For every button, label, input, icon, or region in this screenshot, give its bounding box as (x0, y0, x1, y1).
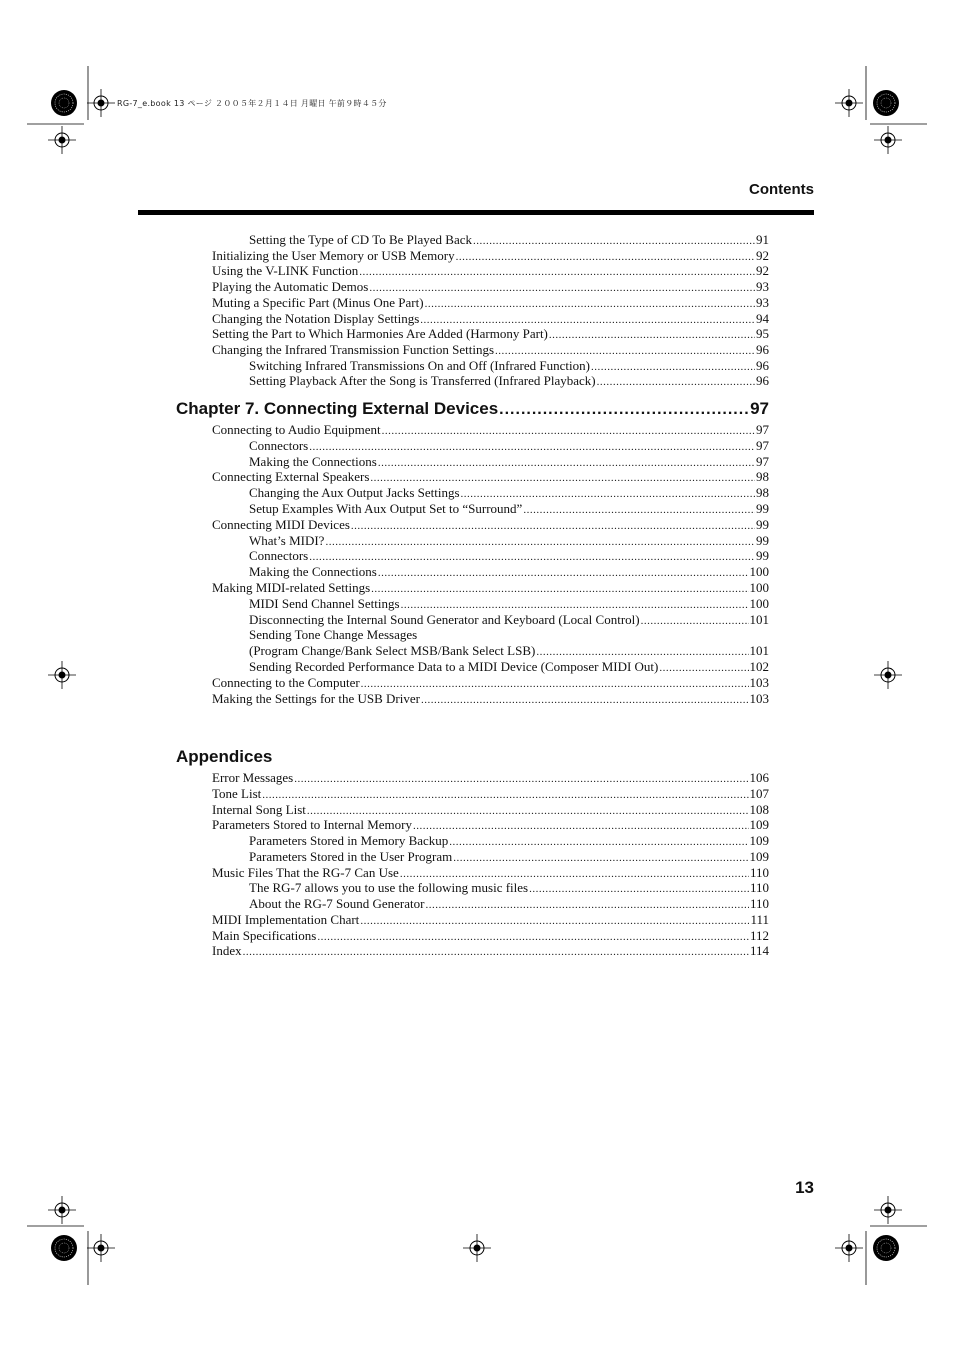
toc-entry[interactable] (212, 295, 769, 312)
toc-entry-page: 92 (756, 263, 769, 279)
toc-entry-page: 91 (756, 232, 769, 247)
toc-entry[interactable] (212, 580, 769, 597)
leader-dots (382, 423, 755, 439)
toc-entry[interactable] (249, 501, 769, 518)
toc-entry[interactable] (212, 865, 769, 882)
toc-entry-title: Setting the Type of CD To Be Played Back (249, 232, 473, 247)
leader-dots (351, 518, 755, 534)
leader-dots (473, 233, 755, 249)
crosshair-icon (48, 1196, 76, 1224)
leader-dots (371, 581, 748, 597)
toc-entry[interactable] (212, 928, 769, 945)
crosshair-icon (87, 89, 115, 117)
leader-dots (309, 439, 755, 455)
crosshair-icon (874, 661, 902, 689)
crosshair-icon (874, 1196, 902, 1224)
crosshair-icon (874, 126, 902, 154)
leader-dots (378, 565, 749, 581)
toc-entry-title: Making the Connections (249, 453, 377, 469)
leader-dots (401, 597, 749, 613)
toc-entry-title: Music Files That the RG-7 Can Use (212, 864, 399, 880)
toc-entry-title: Index (212, 943, 242, 959)
toc-entry-page: 100 (749, 564, 769, 580)
chapter-page: 97 (750, 399, 769, 418)
toc-entry[interactable] (212, 422, 769, 439)
leader-dots (369, 280, 755, 296)
toc-entry-title: About the RG-7 Sound Generator (249, 896, 425, 911)
toc-entry-page: 100 (749, 595, 769, 611)
crosshair-icon (835, 89, 863, 117)
toc-entry-title: Playing the Automatic Demos (212, 279, 369, 295)
toc-entry-title: Initializing the User Memory or USB Memory (212, 247, 455, 263)
toc-entry[interactable] (249, 485, 769, 502)
leader-dots (309, 549, 755, 565)
toc-entry-page: 111 (750, 911, 769, 927)
toc-entry-title: Changing the Infrared Transmission Function Settings (212, 341, 495, 357)
toc-entry[interactable] (249, 659, 769, 676)
toc-entry-title: Making MIDI-related Settings (212, 580, 371, 595)
crosshair-icon (48, 126, 76, 154)
toc-entry[interactable] (249, 373, 769, 390)
toc-entry[interactable] (249, 596, 769, 613)
toc-entry[interactable] (212, 817, 769, 834)
wheel-mark-icon (51, 90, 77, 116)
leader-dots (325, 534, 755, 550)
crosshair-icon (835, 1234, 863, 1262)
leader-dots (421, 692, 749, 708)
toc-entry-title: Connecting MIDI Devices (212, 516, 350, 532)
toc-entry-page: 101 (749, 611, 769, 627)
toc-entry-title: Main Specifications (212, 927, 317, 943)
leader-dots (262, 787, 748, 803)
leader-dots (413, 818, 749, 834)
toc-entry-title: Connecting External Speakers (212, 469, 370, 485)
toc-entry-title: Parameters Stored in the User Program (249, 848, 453, 864)
page-number: 13 (795, 1178, 814, 1197)
toc-entry-title: Switching Infrared Transmissions On and Off (Infrared Function) (249, 357, 590, 373)
toc-entry-title: Tone List (212, 785, 262, 801)
toc-entry-page: 112 (749, 927, 769, 943)
toc-entry-page: 110 (749, 880, 769, 896)
toc-entry[interactable] (212, 943, 769, 960)
toc-entry-page: 99 (756, 532, 769, 548)
leader-dots (420, 312, 755, 328)
toc-entry-page: 103 (749, 690, 769, 706)
toc-entry-page: 103 (749, 674, 769, 690)
wheel-mark-icon (873, 90, 899, 116)
toc-entry-page: 96 (756, 341, 769, 357)
toc-entry-page: 98 (756, 485, 769, 501)
toc-entry-title: Connectors (249, 548, 309, 564)
leader-dots (449, 834, 748, 850)
toc-entry-page: 106 (749, 770, 769, 785)
toc-entry-page: 93 (756, 294, 769, 310)
toc-entry-title: What’s MIDI? (249, 532, 325, 548)
toc-entry[interactable] (212, 786, 769, 803)
file-header: RG-7_e.book 13 ページ ２００５年２月１４日 月曜日 午前９時４５分 (117, 99, 387, 108)
crosshair-icon (48, 661, 76, 689)
toc-entry-title: MIDI Send Channel Settings (249, 595, 400, 611)
toc-entry-title: Changing the Aux Output Jacks Settings (249, 485, 460, 501)
toc-entry-page: 109 (749, 817, 769, 833)
toc-entry[interactable] (249, 564, 769, 581)
toc-entry-title: Parameters Stored in Memory Backup (249, 833, 449, 848)
toc-entry-title: Setup Examples With Aux Output Set to “Surround” (249, 501, 523, 516)
appendices-heading: Appendices (176, 747, 273, 766)
running-head: Contents (749, 181, 814, 198)
toc-entry-page: 93 (756, 279, 769, 295)
leader-dots (597, 374, 755, 390)
toc-entry-page: 108 (749, 801, 769, 817)
toc-entry[interactable] (249, 232, 769, 249)
toc-entry-title: Connecting to the Computer (212, 674, 360, 690)
header-rule (138, 210, 814, 215)
chapter-title: Chapter 7. Connecting External Devices (176, 399, 499, 418)
crosshair-icon (87, 1234, 115, 1262)
leader-dots (461, 486, 755, 502)
toc-entry-page: 110 (749, 864, 769, 880)
toc-entry-page: 94 (756, 310, 769, 326)
toc-entry-title: Connecting to Audio Equipment (212, 422, 381, 437)
toc-entry[interactable] (212, 342, 769, 359)
toc-entry-title: Using the V-LINK Function (212, 263, 359, 279)
toc-entry[interactable] (249, 358, 769, 375)
toc-entry-page: 114 (749, 943, 769, 959)
toc-entry-title: (Program Change/Bank Select MSB/Bank Select LSB) (249, 643, 536, 659)
leader-dots (529, 881, 749, 897)
toc-entry-title: Setting Playback After the Song is Transferred (Infrared Playback) (249, 373, 596, 389)
toc-entry[interactable] (212, 675, 769, 692)
wheel-mark-icon (51, 1235, 77, 1261)
toc-entry-title: Disconnecting the Internal Sound Generator and Keyboard (Local Control) (249, 611, 640, 627)
toc-entry-page: 101 (749, 643, 769, 659)
toc-entry-title: Connectors (249, 437, 309, 453)
toc-entry[interactable] (212, 248, 769, 265)
leader-dots (400, 866, 749, 882)
toc-entry-page: 99 (756, 516, 769, 532)
leader-dots (243, 944, 749, 960)
leader-dots (294, 771, 748, 787)
leader-dots (591, 359, 755, 375)
toc-entry-page: 100 (749, 580, 769, 595)
toc-entry[interactable] (212, 770, 769, 787)
leader-dots (456, 249, 755, 265)
toc-entry-page: 98 (756, 469, 769, 485)
toc-entry[interactable] (212, 691, 769, 708)
toc-entry[interactable] (249, 880, 769, 897)
toc-entry[interactable] (212, 311, 769, 328)
toc-entry[interactable] (212, 326, 769, 343)
toc-entry[interactable] (249, 533, 769, 550)
toc-entry-title: Error Messages (212, 770, 294, 785)
toc-entry-page: 97 (756, 453, 769, 469)
toc-entry-page: 107 (749, 785, 769, 801)
toc-entry[interactable] (249, 833, 769, 850)
toc-entry-page: 110 (749, 896, 769, 911)
wheel-mark-icon (873, 1235, 899, 1261)
toc-entry[interactable] (212, 912, 769, 929)
toc-entry-title: Muting a Specific Part (Minus One Part) (212, 294, 424, 310)
toc-entry-title: Setting the Part to Which Harmonies Are Added (Harmony Part) (212, 326, 548, 342)
toc-entry-title: Making the Settings for the USB Driver (212, 690, 420, 706)
toc-entry[interactable] (249, 548, 769, 565)
leader-dots (453, 850, 748, 866)
toc-entry[interactable] (249, 643, 769, 660)
toc-entry[interactable] (212, 263, 769, 280)
toc-entry-title: MIDI Implementation Chart (212, 911, 360, 927)
toc-entry-title: Sending Tone Change Messages (249, 627, 418, 643)
toc-entry-page: 95 (756, 326, 769, 342)
toc-entry-page: 102 (749, 659, 769, 674)
leader-dots (549, 327, 755, 343)
toc-entry-page: 97 (756, 422, 769, 437)
toc-entry[interactable] (249, 627, 417, 643)
toc-entry-page: 99 (756, 501, 769, 516)
toc-entry-title: The RG-7 allows you to use the following music files (249, 880, 529, 896)
toc-entry[interactable] (249, 438, 769, 455)
toc-entry-page: 92 (756, 247, 769, 263)
toc-entry[interactable] (212, 802, 769, 819)
toc-entry-page: 99 (756, 548, 769, 564)
toc-entry-page: 109 (749, 833, 769, 848)
crosshair-icon (463, 1234, 491, 1262)
toc-entry-title: Internal Song List (212, 801, 306, 817)
leader-dots (307, 803, 749, 819)
leader-dots (359, 264, 755, 280)
toc-entry-title: Changing the Notation Display Settings (212, 310, 420, 326)
leader-dots (370, 470, 755, 486)
leader-dots (317, 929, 749, 945)
toc-entry-page: 96 (756, 373, 769, 389)
leader-dots (499, 400, 749, 420)
leader-dots (495, 343, 755, 359)
toc-entry-page: 97 (756, 437, 769, 453)
toc-entry[interactable] (249, 849, 769, 866)
toc-entry[interactable] (249, 896, 769, 913)
leader-dots (659, 660, 748, 676)
leader-dots (378, 455, 755, 471)
toc-entry[interactable] (249, 612, 769, 629)
toc-entry[interactable] (212, 279, 769, 296)
toc-entry-page: 109 (749, 848, 769, 864)
toc-entry[interactable] (212, 469, 769, 486)
toc-entry-title: Sending Recorded Performance Data to a MIDI Device (Composer MIDI Out) (249, 659, 659, 674)
leader-dots (641, 613, 749, 629)
toc-entry[interactable] (212, 517, 769, 534)
chapter-heading[interactable] (176, 399, 769, 420)
toc-entry-page: 96 (756, 357, 769, 373)
leader-dots (361, 676, 749, 692)
toc-entry-title: Making the Connections (249, 564, 377, 580)
leader-dots (425, 897, 749, 913)
toc-entry[interactable] (249, 454, 769, 471)
leader-dots (360, 913, 749, 929)
toc-entry-title: Parameters Stored to Internal Memory (212, 817, 412, 833)
leader-dots (425, 296, 755, 312)
leader-dots (536, 644, 748, 660)
leader-dots (523, 502, 755, 518)
